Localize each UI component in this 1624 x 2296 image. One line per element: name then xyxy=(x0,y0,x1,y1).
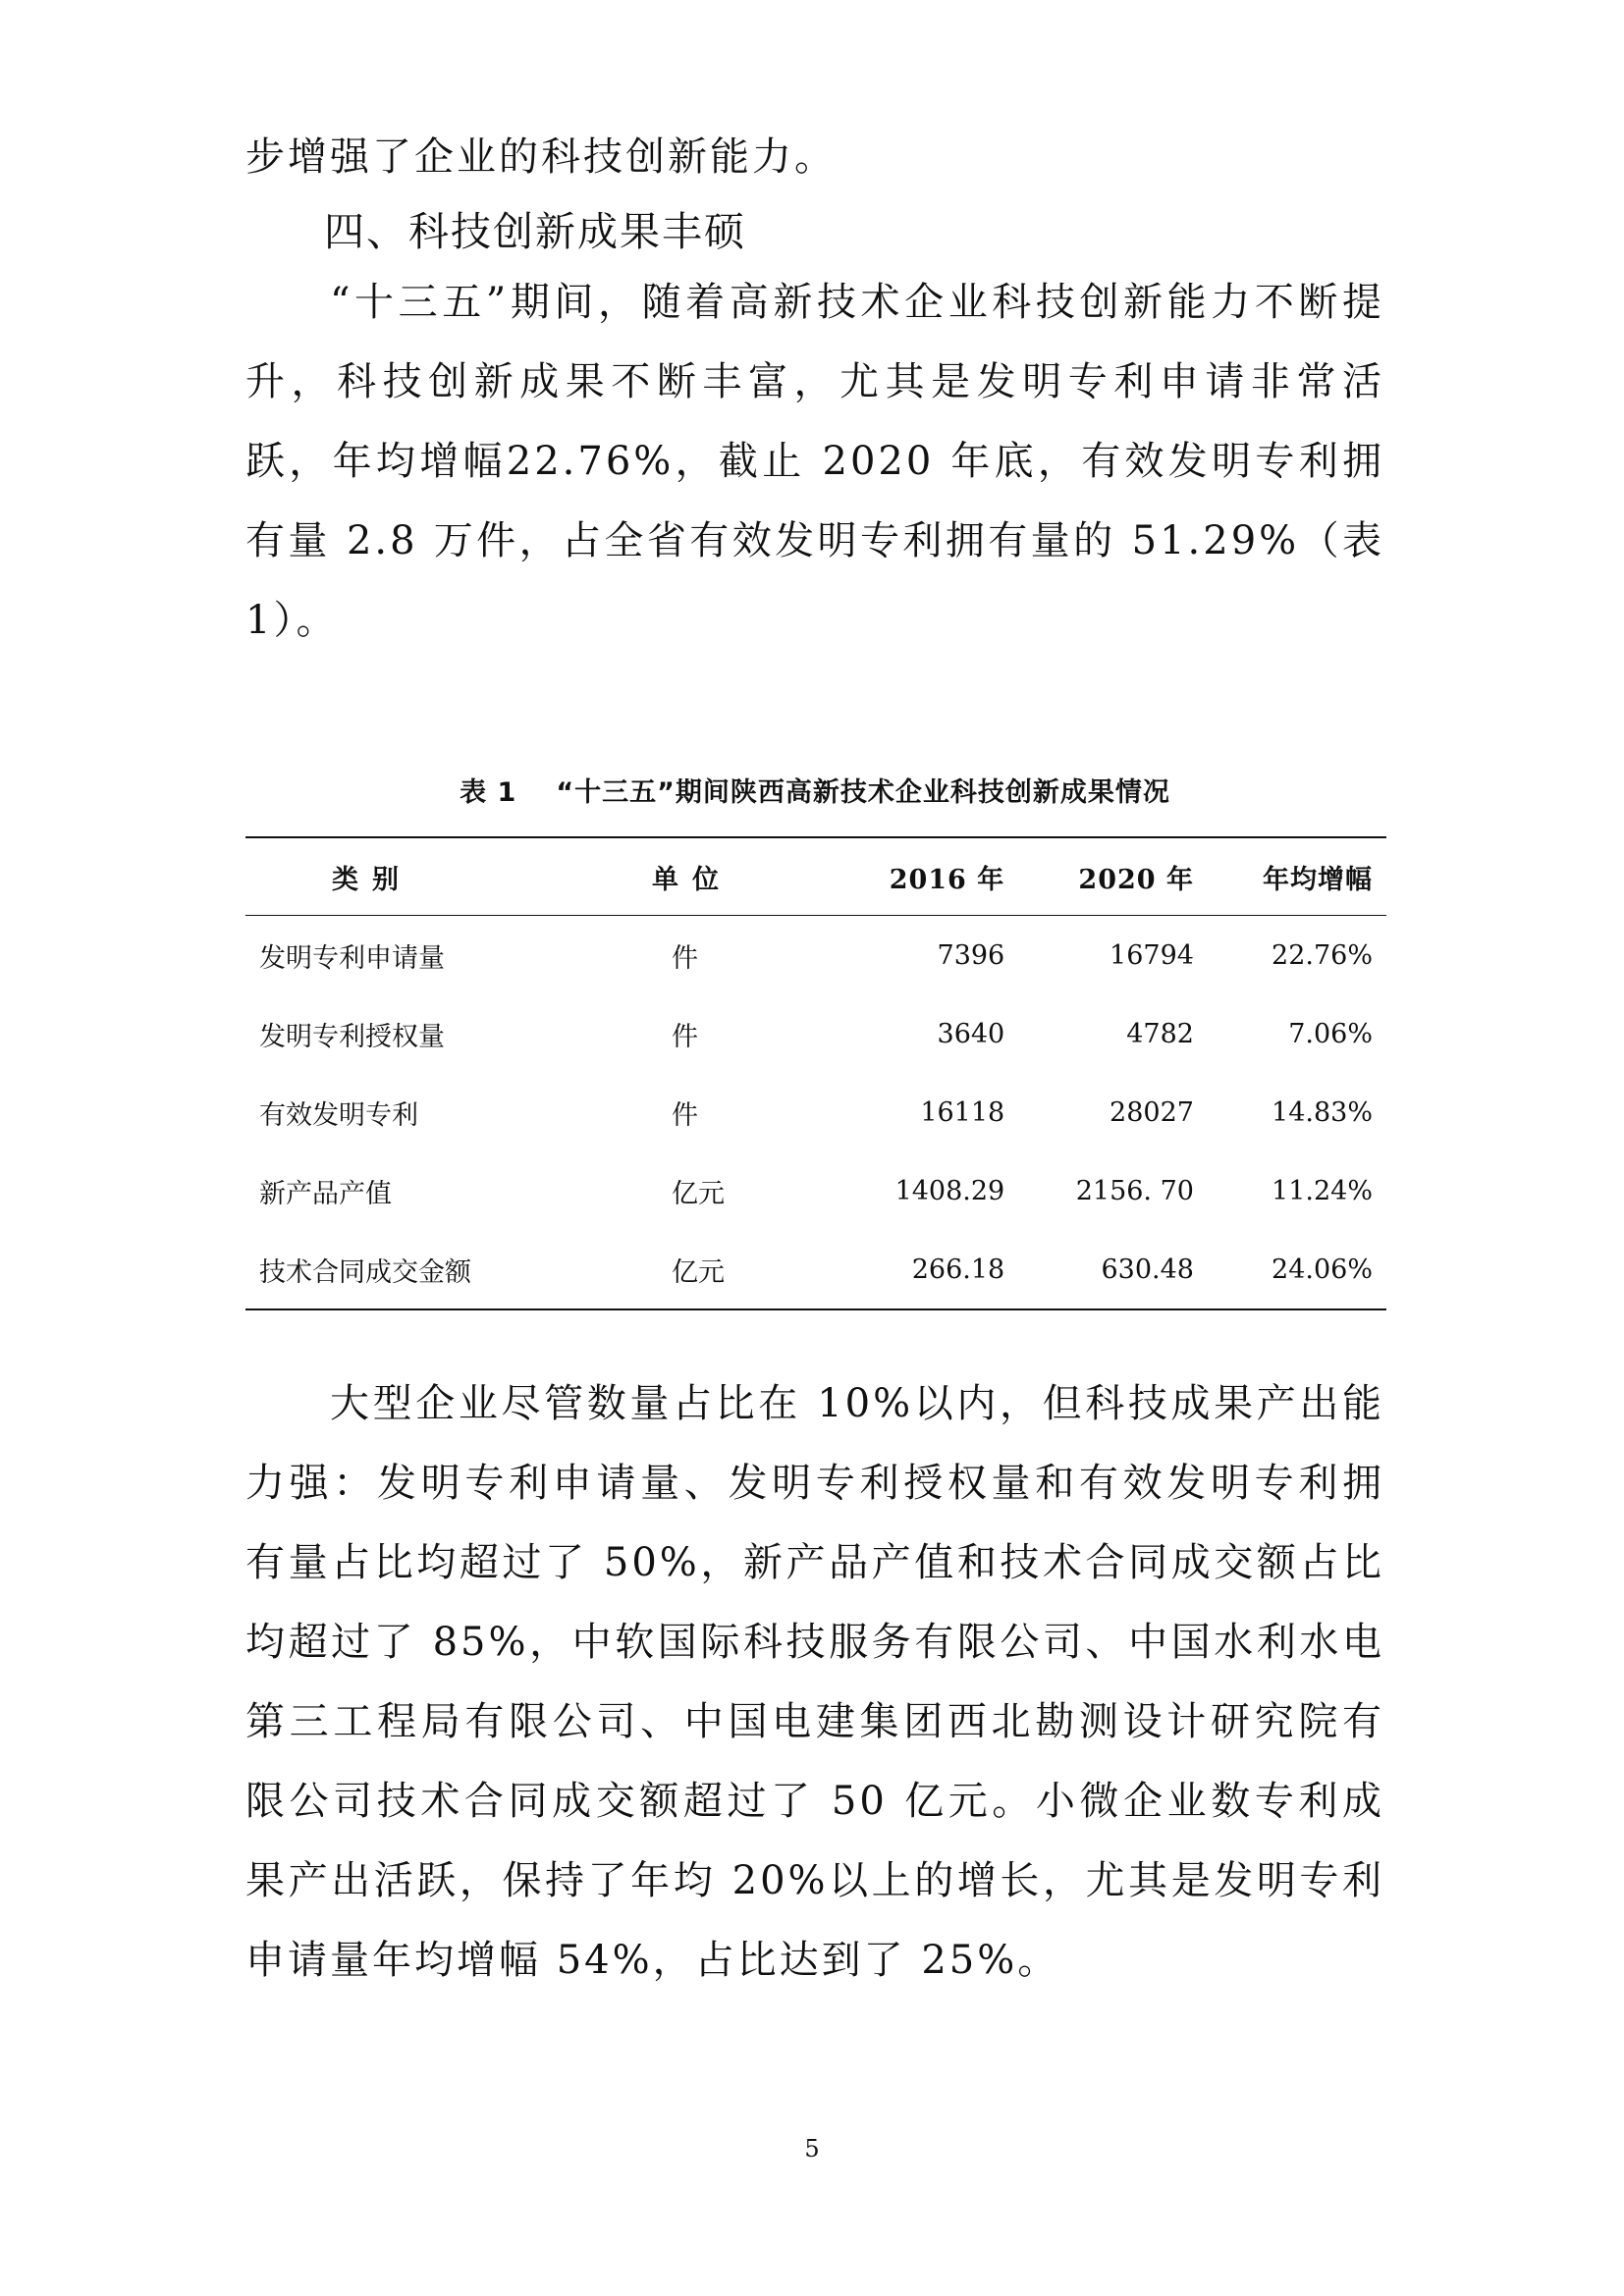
cell-unit: 亿元 xyxy=(672,1256,725,1288)
cell-growth: 24.06% xyxy=(1272,1254,1373,1285)
cell-2020: 2156. 70 xyxy=(1075,1175,1194,1206)
cell-2020: 4782 xyxy=(1126,1018,1194,1049)
cell-2016: 266.18 xyxy=(911,1254,1005,1285)
header-unit: 单位 xyxy=(652,864,732,895)
table-caption-number: 表 1 xyxy=(460,777,517,808)
cell-unit: 件 xyxy=(672,1099,698,1131)
cell-2016: 16118 xyxy=(920,1096,1005,1128)
cell-category: 发明专利授权量 xyxy=(259,1021,445,1052)
header-category: 类别 xyxy=(332,864,412,895)
section-heading: 四、科技创新成果丰硕 xyxy=(324,208,746,255)
cell-category: 新产品产值 xyxy=(259,1178,392,1209)
cell-growth: 7.06% xyxy=(1288,1018,1373,1049)
table-caption xyxy=(245,774,1384,813)
cell-category: 发明专利申请量 xyxy=(259,942,445,974)
cell-unit: 件 xyxy=(672,1021,698,1052)
cell-unit: 件 xyxy=(672,942,698,974)
table-row xyxy=(245,1151,1386,1230)
cell-2016: 7396 xyxy=(937,939,1005,971)
results-table xyxy=(245,836,1386,1310)
table-caption-title: “十三五”期间陕西高新技术企业科技创新成果情况 xyxy=(556,777,1170,808)
page-number: 5 xyxy=(804,2135,820,2163)
cell-growth: 22.76% xyxy=(1272,939,1373,971)
header-2016: 2016 年 xyxy=(889,864,1005,895)
cell-2020: 16794 xyxy=(1110,939,1194,971)
table-row xyxy=(245,916,1386,995)
table-row xyxy=(245,1230,1386,1309)
cell-2020: 28027 xyxy=(1110,1096,1194,1128)
body-top xyxy=(245,118,1384,197)
paragraph-continuation: 步增强了企业的科技创新能力。 xyxy=(245,134,837,180)
cell-category: 有效发明专利 xyxy=(259,1099,418,1131)
paragraph-results: “十三五”期间，随着高新技术企业科技创新能力不断提升，科技创新成果不断丰富，尤其是发明专利申请非常活跃，年均增幅22.76%，截止 2020 年底，有效发明专利拥有量 2.8 万件，占全省有效发明专利拥有量的 51.29%（表 1）。 xyxy=(245,280,1384,643)
cell-2016: 3640 xyxy=(937,1018,1005,1049)
header-growth: 年均增幅 xyxy=(1263,864,1373,895)
cell-unit: 亿元 xyxy=(672,1178,725,1209)
paragraph-enterprises: 大型企业尽管数量占比在 10%以内，但科技成果产出能力强：发明专利申请量、发明专利授权量和有效发明专利拥有量占比均超过了 50%，新产品产值和技术合同成交额占比均超过了 85%，中软国际科技服务有限公司、中国水利水电第三工程局有限公司、中国电建集团西北勘测设计研究院有限公司技术合同成交额超过了 50 亿元。小微企业数专利成果产出活跃，保持了年均 20%以上的增长，尤其是发明专利申请量年均增幅 54%，占比达到了 25%。 xyxy=(245,1381,1384,1983)
cell-growth: 14.83% xyxy=(1272,1096,1373,1128)
cell-category: 技术合同成交金额 xyxy=(259,1256,471,1288)
table-header-row xyxy=(245,837,1386,916)
paragraph-block-2 xyxy=(245,1364,1384,2001)
table-row xyxy=(245,994,1386,1073)
table-caption-block xyxy=(245,774,1384,813)
header-2020: 2020 年 xyxy=(1078,864,1194,895)
paragraph-block-1 xyxy=(245,263,1384,661)
cell-2016: 1408.29 xyxy=(894,1175,1005,1206)
table-row xyxy=(245,1073,1386,1151)
section-heading-block xyxy=(245,202,1384,261)
cell-2020: 630.48 xyxy=(1101,1254,1194,1285)
cell-growth: 11.24% xyxy=(1272,1175,1373,1206)
